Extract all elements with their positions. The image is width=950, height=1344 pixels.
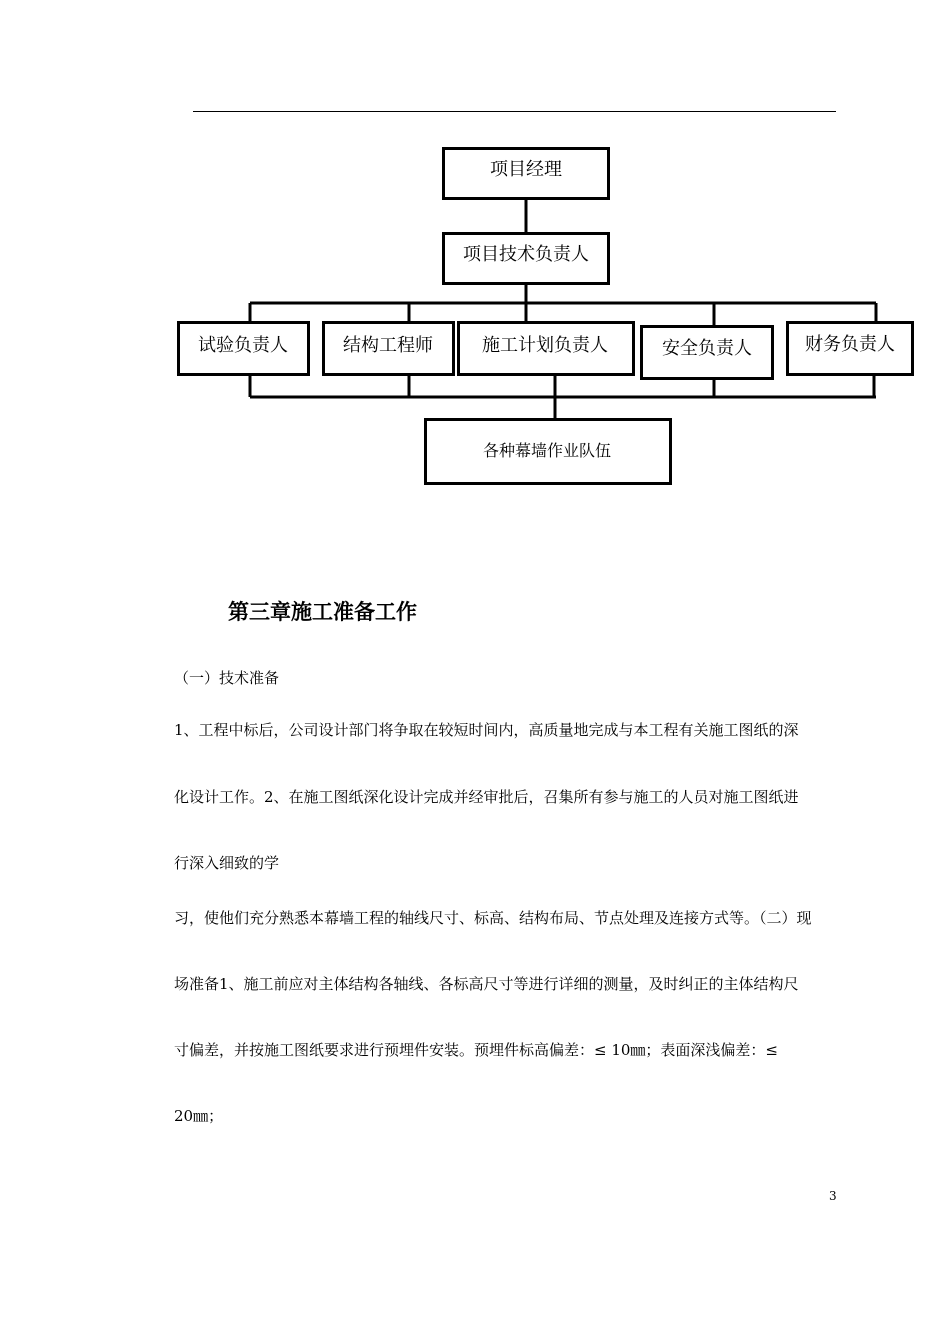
org-label-bottom: 各种幕墙作业队伍 [482, 441, 612, 460]
section-label: （一）技术准备 [174, 669, 280, 687]
page-number: 3 [829, 1189, 837, 1203]
body-line: 20㎜； [174, 1107, 224, 1125]
org-label-dept-5: 财务负责人 [805, 334, 895, 355]
body-line: 场准备1、施工前应对主体结构各轴线、各标高尺寸等进行详细的测量，及时纠正的主体结构尺 [174, 975, 799, 993]
chapter-title: 第三章施工准备工作 [228, 599, 417, 624]
body-line: 化设计工作。2、在施工图纸深化设计完成并经审批后，召集所有参与施工的人员对施工图纸进 [174, 788, 799, 806]
org-label-dept-1: 试验负责人 [198, 335, 288, 356]
org-label-second: 项目技术负责人 [463, 244, 589, 265]
org-label-dept-2: 结构工程师 [343, 335, 433, 356]
body-line: 寸偏差，并按施工图纸要求进行预埋件安装。预埋件标高偏差：≤ 10㎜；表面深浅偏差：≤ [174, 1041, 778, 1059]
body-line: 习，使他们充分熟悉本幕墙工程的轴线尺寸、标高、结构布局、节点处理及连接方式等。（二）现 [174, 909, 812, 927]
org-label-dept-4: 安全负责人 [662, 338, 752, 359]
org-label-dept-3: 施工计划负责人 [482, 335, 608, 356]
org-label-top: 项目经理 [490, 159, 562, 180]
body-line: 1、工程中标后，公司设计部门将争取在较短时间内，高质量地完成与本工程有关施工图纸的深 [174, 721, 799, 739]
org-chart [0, 0, 950, 520]
body-line: 行深入细致的学 [174, 854, 280, 872]
